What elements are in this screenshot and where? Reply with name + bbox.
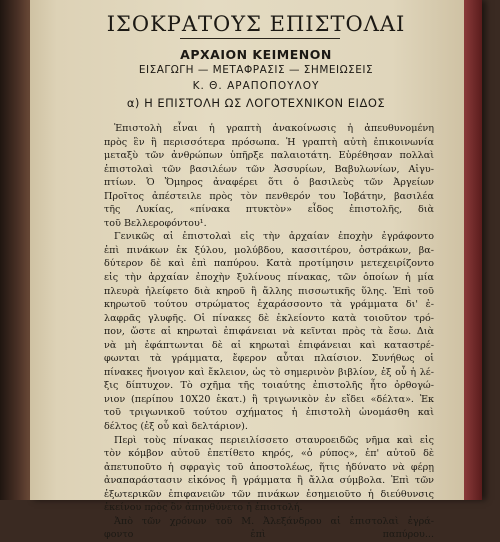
text-line: ἐπὶ πινάκων ἐκ ξύλου, μολύβδου, κασσιτέρου, ὀστράκων, βα- bbox=[104, 244, 434, 256]
text-line: νὰ μὴ ἐφάπτωνται δὲ αἱ κηρωταὶ ἐπιφάνειαι καὶ καταστρέ- bbox=[104, 339, 434, 351]
text-line: Γενικῶς αἱ ἐπιστολαὶ εἰς τὴν ἀρχαίαν ἐποχὴν ἐγράφοντο bbox=[114, 231, 434, 243]
subtitle-secondary: ΕΙΣΑΓΩΓΗ — ΜΕΤΑΦΡΑΣΙΣ — ΣΗΜΕΙΩΣΕΙΣ bbox=[138, 64, 374, 76]
text-line: φοντο ἐπὶ παπύρου... bbox=[104, 529, 434, 541]
subtitle: ΑΡΧΑΙΟΝ ΚΕΙΜΕΝΟΝ bbox=[180, 47, 332, 62]
text-line: ἐκείνου πρὸς ὃν ἀπηυθύνετο ἡ ἐπιστολή. bbox=[104, 502, 303, 514]
text-line: λαφρᾶς γλυφῆς. Οἱ πίνακες δὲ ἐκλείοντο κατὰ τοιοῦτον τρό- bbox=[104, 312, 434, 324]
text-line: δύτερον δὲ καὶ ἐπὶ παπύρου. Κατὰ προτίμησιν μετεχειρίζοντο bbox=[104, 258, 434, 270]
text-line: πλευρὰ ἠλείφετο διὰ κηροῦ ἢ ἄλλης πισσωτικῆς ὕλης. Ἐπὶ τοῦ bbox=[104, 285, 434, 297]
text-line: μεταξὺ τῶν ἀνθρώπων ὑπῆρξε παλαιοτάτη. Εὑρέθησαν πολλαὶ bbox=[104, 150, 434, 162]
text-line: Ἐπιστολὴ εἶναι ἡ γραπτὴ ἀνακοίνωσις ἡ ἀπευθυνομένη bbox=[114, 123, 434, 134]
text-line: Ἀπὸ τῶν χρόνων τοῦ Μ. Ἀλεξάνδρου αἱ ἐπιστολαὶ ἐγρά- bbox=[114, 515, 434, 527]
text-line: Περὶ τοὺς πίνακας περιειλίσσετο σταυροειδῶς νῆμα καὶ εἰς bbox=[114, 434, 434, 446]
book-binding bbox=[0, 0, 30, 500]
text-line: ἐξωτερικῶν ἐπιφανειῶν τῶν πινάκων ἐσημειοῦτο ἡ διεύθυνσις bbox=[104, 488, 434, 500]
text-line: εἰς τὴν ἀρχαίαν ἐποχὴν ξυλίνους πίνακας, τῶν ὁποίων ἡ μία bbox=[104, 272, 434, 284]
book-edge bbox=[464, 0, 482, 500]
text-line: ἀναπαράστασιν εἰκόνος ἢ γράμματα ἢ ἄλλα σύμβολα. Ἐπὶ τῶν bbox=[104, 475, 434, 487]
text-line: τῆς Λυκίας, «πίνακα πτυκτὸν» εἶδος ἐπιστολῆς, διὰ bbox=[104, 204, 434, 216]
author: Κ. Θ. ΑΡΑΠΟΠΟΥΛΟΥ bbox=[192, 80, 320, 92]
text-line: φωνται τὰ γράμματα, ἔφερον αὗται πλαίσιον. Συνήθως οἱ bbox=[104, 353, 434, 365]
text-line: ἐπιστολαὶ τῶν βασιλέων τῶν Ἀσσυρίων, Βαβυλωνίων, Αἰγυ- bbox=[104, 163, 434, 175]
text-line: τὸν κόμβον αὐτοῦ ἐπετίθετο κηρός, «ὁ ρύπος», ἐπ' αὐτοῦ δὲ bbox=[104, 448, 434, 460]
text-line: πτίων. Ὁ Ὅμηρος ἀναφέρει ὅτι ὁ βασιλεὺς τῶν Ἀργείων bbox=[104, 177, 434, 189]
body-text bbox=[104, 122, 434, 542]
text-line: νιον (περίπου 10Χ20 ἑκατ.) ἢ τριγωνικὸν ἐν εἴδει «δέλτα». Ἐκ bbox=[104, 393, 434, 405]
text-line: ἀπετυποῦτο ἡ σφραγὶς τοῦ ἀποστολέως, ἥτις ἠδύνατο νὰ φέρῃ bbox=[104, 461, 434, 473]
text-line: πίνακες ἤνοιγον καὶ ἔκλειον, ὡς τὸ σημερινὸν βιβλίον, ἐξ οὗ ἡ λέ- bbox=[104, 366, 434, 378]
text-line: τοῦ τριγωνικοῦ τούτου σχήματος ἡ ἐπιστολὴ ὠνομάσθη καὶ bbox=[104, 407, 434, 419]
text-line: πον, ὥστε αἱ κηρωταὶ ἐπιφάνειαι νὰ κεῖνται πρὸς τὰ ἔσω. Διὰ bbox=[104, 326, 434, 338]
text-line: δέλτος (ἐξ οὗ καὶ δελτάριον). bbox=[104, 421, 248, 433]
title-rule bbox=[180, 38, 340, 39]
section-heading: α) Η ΕΠΙΣΤΟΛΗ ΩΣ ΛΟΓΟΤΕΧΝΙΚΟΝ ΕΙΔΟΣ bbox=[126, 96, 386, 110]
page-title: ΙΣΟΚΡΑΤΟΥΣ ΕΠΙΣΤΟΛΑΙ bbox=[106, 12, 406, 36]
text-line: πρὸς ἓν ἢ περισσότερα πρόσωπα. Ἡ γραπτὴ αὐτὴ ἐπικοινωνία bbox=[104, 136, 434, 148]
text-line: κηρωτοῦ τούτου στρώματος ἐχαράσσοντο τὰ γράμματα δι' ἐ- bbox=[104, 299, 434, 311]
book-page bbox=[30, 0, 482, 541]
text-line: Προῖτος ἀπέστειλε πρὸς τὸν πενθερόν του Ἰοβάτην, βασιλέα bbox=[104, 190, 434, 202]
text-line: ξις δίπτυχον. Τὸ σχῆμα τῆς τοιαύτης ἐπιστολῆς ἦτο ὀρθογώ- bbox=[104, 380, 434, 392]
text-line: τοῦ Βελλεροφόντου¹. bbox=[104, 217, 207, 229]
